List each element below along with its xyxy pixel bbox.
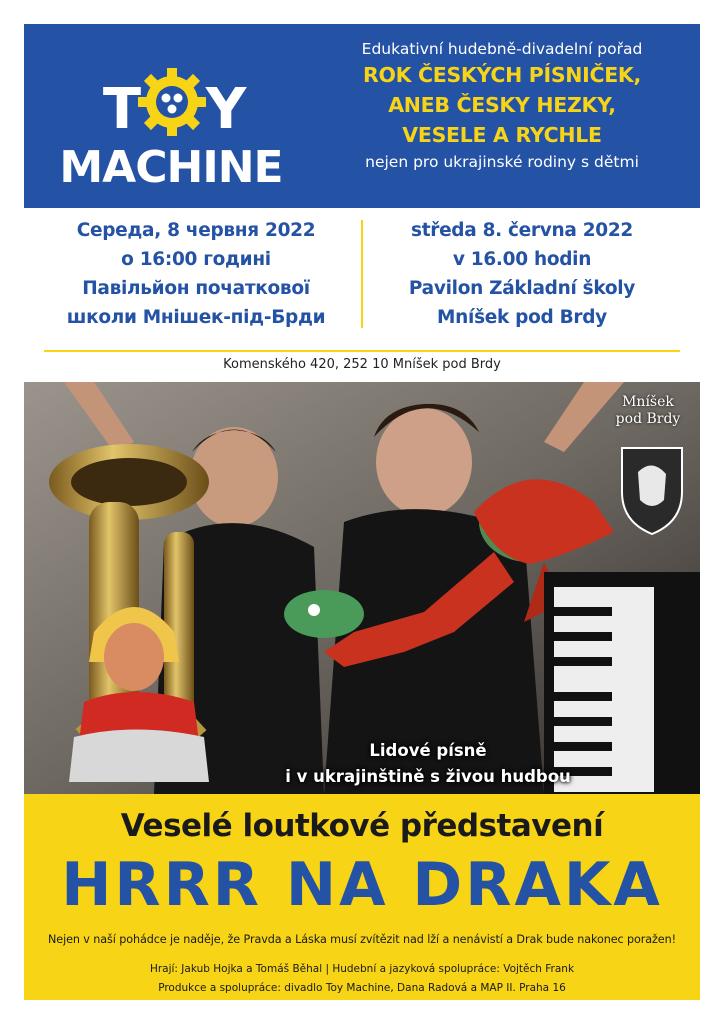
credits-line: Hrají: Jakub Hojka a Tomáš Běhal | Hudební a jazyková spolupráce: Vojtěch Frank [149, 963, 575, 975]
logo-t: T [102, 77, 142, 142]
credits-line: Produkce a spolupráce: divadlo Toy Machine, Dana Radová a MAP II. Praha 16 [158, 982, 566, 994]
caption-line: Lidové písně [369, 741, 487, 760]
date-line: школи Мнішек-під-Брди [66, 307, 326, 328]
venue-address: Komenského 420, 252 10 Mníšek pod Brdy [223, 357, 501, 372]
photo-illustration [24, 382, 700, 794]
credits [24, 960, 700, 998]
show-title: HRRR NA DRAKA [61, 850, 663, 920]
date-czech [362, 216, 682, 332]
program-title-line: VESELE A RYCHLE [402, 123, 602, 147]
date-line: v 16.00 hodin [452, 249, 592, 270]
show-headline: Veselé loutkové představení [120, 808, 604, 844]
program-subtitle: Edukativní hudebně-divadelní pořad [361, 40, 643, 58]
show-tagline: Nejen v naší pohádce je naděje, že Pravda a Láska musí zvítězit nad lží a nenávistí a Drak bude nakonec poražen! [48, 933, 676, 946]
logo-machine: MACHINE [59, 142, 283, 190]
date-line: Павільйон початкової [82, 278, 310, 299]
gear-logo-icon [138, 68, 206, 136]
date-line: о 16:00 годині [121, 249, 271, 270]
date-line: Середа, 8 червня 2022 [76, 220, 316, 241]
poster [24, 24, 700, 1000]
town-label [604, 394, 692, 428]
event-dates [24, 216, 700, 342]
date-line: Pavilon Základní školy [408, 278, 636, 299]
logo-y: Y [205, 77, 247, 142]
date-ukrainian [36, 216, 356, 332]
program-title-line: ANEB ČESKY HEZKY, [388, 93, 616, 117]
footer-banner [24, 794, 700, 1000]
caption-line: i v ukrajinštině s živou hudbou [285, 767, 571, 786]
date-line: středa 8. června 2022 [410, 220, 633, 241]
performers-photo [24, 382, 700, 794]
horizontal-divider [44, 350, 680, 352]
header-text [314, 38, 690, 174]
target-audience: nejen pro ukrajinské rodiny s dětmi [365, 153, 639, 171]
toy-machine-logo [46, 60, 296, 190]
town-label-line: pod Brdy [615, 411, 681, 427]
date-line: Mníšek pod Brdy [437, 307, 607, 328]
header-banner [24, 24, 700, 208]
program-title-line: ROK ČESKÝCH PÍSNIČEK, [362, 63, 641, 87]
photo-caption [268, 738, 588, 790]
town-label-line: Mníšek [622, 394, 674, 410]
